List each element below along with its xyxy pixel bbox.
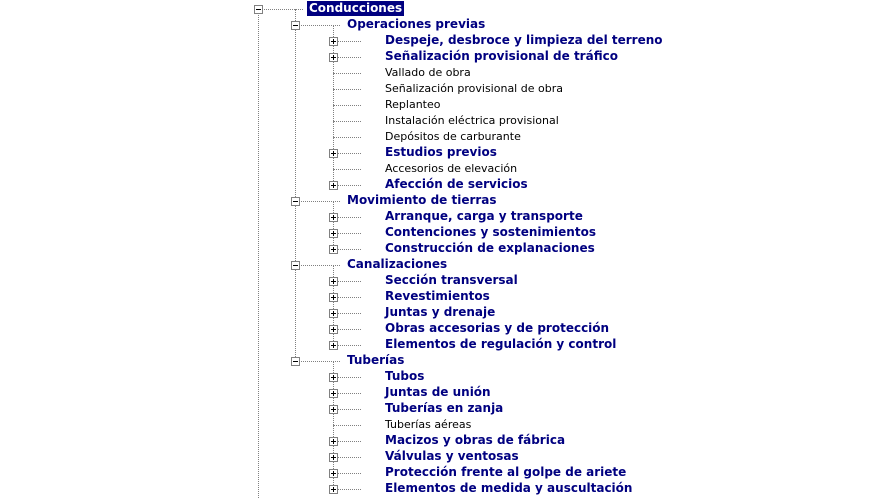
plus-bar [333, 279, 334, 284]
tree-connector-vertical [295, 9, 296, 361]
expand-icon[interactable] [329, 181, 338, 190]
expand-icon[interactable] [329, 341, 338, 350]
expand-icon[interactable] [329, 245, 338, 254]
tree-item-proteccion-frente-al-golpe-de-ariete[interactable]: Protección frente al golpe de ariete [385, 465, 627, 479]
plus-bar [333, 343, 334, 348]
tree-item-movimiento-de-tierras[interactable]: Movimiento de tierras [347, 193, 497, 207]
tree-connector-horizontal [258, 9, 303, 10]
plus-bar [333, 215, 334, 220]
tree-connector-horizontal [333, 137, 361, 138]
tree-item-valvulas-y-ventosas[interactable]: Válvulas y ventosas [385, 449, 519, 463]
expand-icon[interactable] [329, 437, 338, 446]
plus-bar [333, 327, 334, 332]
tree-connector-horizontal [295, 265, 340, 266]
tree-item-macizos-y-obras-de-fabrica[interactable]: Macizos y obras de fábrica [385, 433, 566, 447]
plus-bar [333, 247, 334, 252]
expand-icon[interactable] [329, 325, 338, 334]
tree-item-obras-accesorias-y-de-proteccion[interactable]: Obras accesorias y de protección [385, 321, 610, 335]
expand-icon[interactable] [329, 37, 338, 46]
plus-bar [333, 39, 334, 44]
tree-item-juntas-de-union[interactable]: Juntas de unión [385, 385, 491, 399]
tree-item-conducciones[interactable]: Conducciones [309, 1, 403, 15]
tree-item-elementos-de-medida-y-auscultacion[interactable]: Elementos de medida y auscultación [385, 481, 633, 495]
plus-bar [333, 231, 334, 236]
tree-connector-horizontal [295, 201, 340, 202]
collapse-icon[interactable] [254, 5, 263, 14]
collapse-icon[interactable] [291, 261, 300, 270]
tree-item-vallado-de-obra[interactable]: Vallado de obra [385, 66, 471, 79]
tree-item-arranque-carga-y-transporte[interactable]: Arranque, carga y transporte [385, 209, 583, 223]
tree-connector-horizontal [333, 73, 361, 74]
minus-bar [293, 25, 298, 26]
plus-bar [333, 295, 334, 300]
tree-connector-vertical [333, 201, 334, 249]
tree-item-revestimientos[interactable]: Revestimientos [385, 289, 490, 303]
tree-connector-horizontal [333, 121, 361, 122]
tree-item-depositos-de-carburante[interactable]: Depósitos de carburante [385, 130, 521, 143]
tree-item-construccion-de-explanaciones[interactable]: Construcción de explanaciones [385, 241, 595, 255]
expand-icon[interactable] [329, 373, 338, 382]
tree-item-seccion-transversal[interactable]: Sección transversal [385, 273, 518, 287]
expand-icon[interactable] [329, 309, 338, 318]
expand-icon[interactable] [329, 485, 338, 494]
expand-icon[interactable] [329, 469, 338, 478]
minus-bar [256, 9, 261, 10]
tree-item-senalizacion-provisional-de-trafico[interactable]: Señalización provisional de tráfico [385, 49, 618, 63]
tree-item-tuberias[interactable]: Tuberías [347, 353, 405, 367]
tree-connector-vertical [258, 9, 259, 498]
tree-item-senalizacion-provisional-de-obra[interactable]: Señalización provisional de obra [385, 82, 563, 95]
tree-connector-horizontal [295, 25, 340, 26]
expand-icon[interactable] [329, 53, 338, 62]
tree-item-operaciones-previas[interactable]: Operaciones previas [347, 17, 486, 31]
tree-connector-horizontal [333, 425, 361, 426]
expand-icon[interactable] [329, 277, 338, 286]
minus-bar [293, 265, 298, 266]
plus-bar [333, 151, 334, 156]
collapse-icon[interactable] [291, 21, 300, 30]
tree-item-accesorios-de-elevacion[interactable]: Accesorios de elevación [385, 162, 518, 175]
plus-bar [333, 391, 334, 396]
tree-connector-horizontal [333, 105, 361, 106]
tree-item-replanteo[interactable]: Replanteo [385, 98, 441, 111]
expand-icon[interactable] [329, 389, 338, 398]
expand-icon[interactable] [329, 405, 338, 414]
tree-item-juntas-y-drenaje[interactable]: Juntas y drenaje [385, 305, 496, 319]
tree-item-canalizaciones[interactable]: Canalizaciones [347, 257, 448, 271]
expand-icon[interactable] [329, 213, 338, 222]
tree-item-contenciones-y-sostenimientos[interactable]: Contenciones y sostenimientos [385, 225, 596, 239]
plus-bar [333, 55, 334, 60]
plus-bar [333, 311, 334, 316]
plus-bar [333, 439, 334, 444]
tree-item-estudios-previos[interactable]: Estudios previos [385, 145, 497, 159]
tree-connector-horizontal [333, 89, 361, 90]
tree-item-tuberias-aereas[interactable]: Tuberías aéreas [385, 418, 472, 431]
tree-connector-horizontal [295, 361, 340, 362]
tree-item-afeccion-de-servicios[interactable]: Afección de servicios [385, 177, 528, 191]
tree-item-tuberias-en-zanja[interactable]: Tuberías en zanja [385, 401, 504, 415]
collapse-icon[interactable] [291, 197, 300, 206]
expand-icon[interactable] [329, 149, 338, 158]
tree-item-elementos-de-regulacion-y-control[interactable]: Elementos de regulación y control [385, 337, 617, 351]
tree-item-instalacion-electrica-provisional[interactable]: Instalación eléctrica provisional [385, 114, 559, 127]
plus-bar [333, 471, 334, 476]
plus-bar [333, 407, 334, 412]
expand-icon[interactable] [329, 293, 338, 302]
minus-bar [293, 201, 298, 202]
plus-bar [333, 183, 334, 188]
collapse-icon[interactable] [291, 357, 300, 366]
tree-item-despeje-desbroce-y-limpieza-del-terreno[interactable]: Despeje, desbroce y limpieza del terreno [385, 33, 663, 47]
tree-connector-horizontal [333, 169, 361, 170]
tree-item-tubos[interactable]: Tubos [385, 369, 425, 383]
plus-bar [333, 455, 334, 460]
expand-icon[interactable] [329, 229, 338, 238]
expand-icon[interactable] [329, 453, 338, 462]
plus-bar [333, 375, 334, 380]
plus-bar [333, 487, 334, 492]
minus-bar [293, 361, 298, 362]
